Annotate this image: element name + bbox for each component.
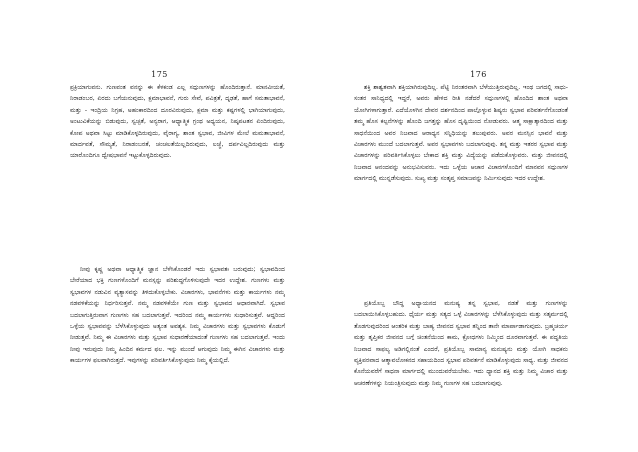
page-text [70, 82, 285, 446]
page-text [354, 82, 568, 446]
right-page [319, 0, 638, 452]
paragraph: ಪ್ರತಿಯೊಬ್ಬ ಬೌದ್ಧ ಅಧ್ಯಾಯನದ ಮನುಷ್ಯ ತನ್ನ ಸ್ವಭಾವ, ನಡತೆ ಮತ್ತು ಗುಣಗಳನ್ನು ಬದಲಾಯಿಸಿಕೊಳ್ಳಬಹುದು. ಧೈರ್ಯ ಮತ್ತು ಸತ್ಯದ ಒಳ್ಳೆ ವಿಚಾರಗಳನ್ನು ಬೆಳೆಸಿಕೊಳ್ಳುವುದು ಮತ್ತು ಸತ್ಕರ್ಮದಲ್ಲಿ ತೊಡಗುವುದರಿಂದ ಆಂತರಿಕ ಮತ್ತು ಬಾಹ್ಯ ಜೀವನದ ಸ್ವಭಾವ ತನ್ನಿಂದ ತಾನೇ ಮಾರ್ಪಾಡಾಗುವುದು. ಬ್ರಹ್ಮಚರ್ಯ ಮತ್ತು ತೃಪ್ತಿಕರ ಜೀವನದ ಬಗ್ಗೆ ಚಿಂತನೆಯಿಂದ ಕಾಮ, ಕ್ರೋಧಗಳು ನಿಮ್ಮಿಂದ ದೂರವಾಗುತ್ತವೆ. ಈ ಪದ್ಧತಿಯ ನಿಜವಾದ ಸಾಫಲ್ಯ ಅಡಿಗಲ್ಲಿನಂತೆ ಎಂದರೆ, ಪ್ರತಿಯೊಬ್ಬ ಸಾಮಾನ್ಯ ಮನುಷ್ಯನು ಮತ್ತು ಯೋಗಿ ಸಾಧಕನು ವ್ಯಕ್ತಿಪರವಾದ ಆತ್ಮಾವಲೋಕನದ ಸಹಾಯದಿಂದ ಸ್ವಭಾವ ಪರಿವರ್ತನೆ ಮಾಡಿಕೊಳ್ಳುವುದು ಸಾಧ್ಯ. ಮತ್ತು ಜೀವನದ ಕೊನೆಯವರೆಗೆ ಸಾಧನಾ ಮಾರ್ಗದಲ್ಲಿ ಮುಂದುವರೆಯಬೇಕು. ಇದು ಧ್ಯಾನದ ಶಕ್ತಿ ಮತ್ತು ನಿಮ್ಮ ವಿಚಾರ ಮತ್ತು ಆಚರಣೆಗಳನ್ನು ನಿಯಂತ್ರಿಸುವುದು ಮತ್ತು ನಿಮ್ಮ ಗುಣಗಳ ಸಹ ಬದಲಾಗುವುವು. [354, 300, 568, 387]
paragraph: ಪ್ರಕ್ರಿಯಾಗುವನು. ಗುಣವಂತ ವನನ್ನು ಈ ಕೆಳಕಂಡ ಎಲ್ಲ ಸದ್ಗುಣಗಳನ್ನು ಹೊಂದಿರುತ್ತಾನೆ. ಮಾನವೀಯತೆ, ನಿರಾಡಂಬರ, ಏರದು ಬಗೆಯನುವುದು, ಕ್ಷಮಾಭಾವನೆ, ಗುರು ಸೇವೆ, ಪವಿತ್ರತೆ, ದೃಢತೆ, ಹಾಗೆ ಸಮತಾಭಾವನೆ, ಮತ್ತು - ಇಂದ್ರಿಯ ನಿಗ್ರಹ, ಅಹಂಕಾರದಿಂದ ದೂರವಿರುವುದು, ಕ್ಷಮಾ ಮತ್ತು ಕಷ್ಟಗಳಲ್ಲಿ ಭಾಗಿಯಾಗುವುದು, ಅಂಟುವಿಕೆಯನ್ನು ಬಿಡುವುದು, ಸ್ವಚ್ಛತೆ, ಅನ್ಯರಾಗ, ಆಧ್ಯಾತ್ಮಿಕ ಗ್ರಂಥ ಅಧ್ಯಯನ, ನಿಷ್ಕಪಟತನ ಏಂದಿರುವುದು, ಕೋಪ ಅಥವಾ ಸಿಟ್ಟು ಮಾಡಿಕೊಳ್ಳದಿರುವುದು, ವೈರಾಗ್ಯ, ಶಾಂತ ಸ್ವಭಾವ, ಜೀವಿಗಳ ಮೇಲೆ ಮಮತಾಭಾವನೆ, ಮಾರ್ದವತೆ, ಸೌಮ್ಯತೆ, ನಿರಾಡಂಬರತೆ, ಚಂಚಲತೆಯಿಲ್ಲದಿರುವುದು, ಲಜ್ಜೆ, ದರ್ಪವಿಲ್ಲದಿರುವುದು ಮತ್ತು ಯಾರೊಂದಿಗೂ ದ್ವೇಷಭಾವನೆ ಇಟ್ಟುಕೊಳ್ಳದಿರುವುದು. [70, 84, 285, 160]
page-number: 176 [470, 70, 487, 79]
paragraph: ನೀವು ಕೃಷ್ಣ ಅಥವಾ ಆಧ್ಯಾತ್ಮಿಕ ಜ್ಞಾನ ಬೆಳೆಸಿಕೊಂಡರೆ ಇದು ಸ್ವಭಾವತಃ ಬರುವುದು; ಸ್ವಭಾವದಿಂದ ಬೇರೆಯಾದ ಭಕ್ತಿ ಗುಣಗಳೊಂದಿಗೆ ಮನಸ್ಸನ್ನು ಪರಿಶುದ್ಧಗೊಳಿಸುವುದೇ ಇದರ ಉದ್ದೇಶ. ಗುಣಗಳು ಮತ್ತು ಸ್ವಭಾವಗಳ ನಡುವಿನ ವ್ಯತ್ಯಾಸವನ್ನು ತಿಳಿದುಕೊಳ್ಳಬೇಕು. ವಿಚಾರಗಳು, ಭಾವನೆಗಳು ಮತ್ತು ಕಾರ್ಯಗಳು ನಮ್ಮ ನಡವಳಿಕೆಯನ್ನು ನಿರ್ಧರಿಸುತ್ತವೆ. ನಮ್ಮ ನಡವಳಿಕೆಯೇ ಗುಣ ಮತ್ತು ಸ್ವಭಾವದ ಆಧಾರವಾಗಿದೆ. ಸ್ವಭಾವ ಬದಲಾಗುತ್ತಿರುವಾಗ ಗುಣಗಳು ಸಹ ಬದಲಾಗುತ್ತವೆ. ಇದರಿಂದ ನಮ್ಮ ಕಾರ್ಯಗಳು ಸುಧಾರಿಸುತ್ತವೆ. ಆದ್ದರಿಂದ ಒಳ್ಳೆಯ ಸ್ವಭಾವವನ್ನು ಬೆಳೆಸಿಕೊಳ್ಳುವುದು ಅತ್ಯಂತ ಅವಶ್ಯಕ. ನಿಮ್ಮ ವಿಚಾರಗಳು ಮತ್ತು ಸ್ವಭಾವಗಳು ಕೊಡುಗೆ ನೀಡುತ್ತವೆ. ನಿಮ್ಮ ಈ ವಿಚಾರಗಳು ಮತ್ತು ಸ್ವಭಾವ ಸುಧಾರಣೆಯಾದಂತೆ ಗುಣಗಳು ಸಹ ಬದಲಾಗುತ್ತವೆ. ಇಂದು ನೀವು ಇರುವುದು ನಿಮ್ಮ ಹಿಂದಿನ ಕರ್ಮದ ಫಲ. ಇನ್ನು ಮುಂದೆ ಆಗುವುದು ನಿಮ್ಮ ಈಗಿನ ವಿಚಾರಗಳು ಮತ್ತು ಕಾರ್ಯಗಳ ಫಲವಾಗಿರುತ್ತದೆ. ಇವುಗಳನ್ನು ಪರಿವರ್ತಿಸಿಕೊಳ್ಳುವುದು ನಿಮ್ಮ ಕೈಯಲ್ಲಿದೆ. [70, 266, 285, 365]
paragraph: ಶಕ್ತಿ ಶಾಶ್ವತವಾಗಿ ಶಕ್ತಿಯಾಗಿರುವುದಿಲ್ಲ. ಪೆಟ್ಟಿ ನಿರಂತರವಾಗಿ ಬೆಳೆಯುತ್ತಿರುವುದಿಲ್ಲ. ಇಂಥ ಜಗದಲ್ಲಿ ಸಾಧು-ಸಂತರ ಸಾನಿಧ್ಯದಲ್ಲಿ ಇದ್ದರೆ, ಅವರು ಹೇಳಿದ ರೀತಿ ನಡೆದರೆ ಸದ್ಗುಣಗಳಲ್ಲಿ ಹೊಂದಿದ ಶಾಂತ ಅಥವಾ ಯೋಗಿಗಳಾಗುತ್ತಾರೆ. ಎದೆಯೊಳಗಿನ ದೇವರ ದರ್ಶನದಿಂದ ಪಾಲ್ಗೊಳ್ಳುವ ಶಿಷ್ಯರು ಸ್ವಭಾವ ಪರಿವರ್ತನೆಗೊಂಡಂತೆ ತಮ್ಮ ಹೊಸ ಕಲ್ಪನೆಗಳನ್ನು ಹೊಂದಿ ಜಗತ್ತನ್ನು ಹೊಸ ದೃಷ್ಟಿಯಿಂದ ನೋಡುವರು. ಆತ್ಮ ಸಾಕ್ಷಾತ್ಕಾರದಿಂದ ಮತ್ತು ಸಾಧನೆಯಿಂದ ಅವರ ನಿಜವಾದ ಆರಾಧ್ಯನ ಸನ್ನಿಧಿಯನ್ನು ತಲುಪುವರು. ಅವರ ಮನಸ್ಸಿನ ಭಾವನೆ ಮತ್ತು ವಿಚಾರಗಳು ಮುಂದೆ ಬದಲಾಗುತ್ತವೆ. ಅವರ ಸ್ವಭಾವಗಳು ಬದಲಾಗುವುವು. ತನ್ನ ಮತ್ತು ಇತರರ ಸ್ವಭಾವ ಮತ್ತು ವಿಚಾರಗಳನ್ನು ಪರಿವರ್ತಿಸಿಕೊಳ್ಳಲು ಬೇಕಾದ ಶಕ್ತಿ ಮತ್ತು ವಿದ್ಯೆಯನ್ನು ಪಡೆದುಕೊಳ್ಳುವರು. ಮತ್ತು ಜೀವನದಲ್ಲಿ ನಿಜವಾದ ಆನಂದವನ್ನು ಅನುಭವಿಸುವರು. ಇದು ಒಳ್ಳೆಯ ಆಚಾರ ವಿಚಾರಗಳೊಂದಿಗೆ ಮಾನವನ ಸದ್ಗುಣಗಳ ಮಾರ್ಗದಲ್ಲಿ ಮುನ್ನಡೆಸುವುದು. ಸುಖ್ಯ ಮತ್ತು ಸಂತೃಪ್ತ ಸಮಾಜವನ್ನು ನಿರ್ಮಿಸುವುದು ಇದರ ಉದ್ದೇಶ. [354, 84, 568, 183]
page-number: 175 [151, 70, 168, 79]
